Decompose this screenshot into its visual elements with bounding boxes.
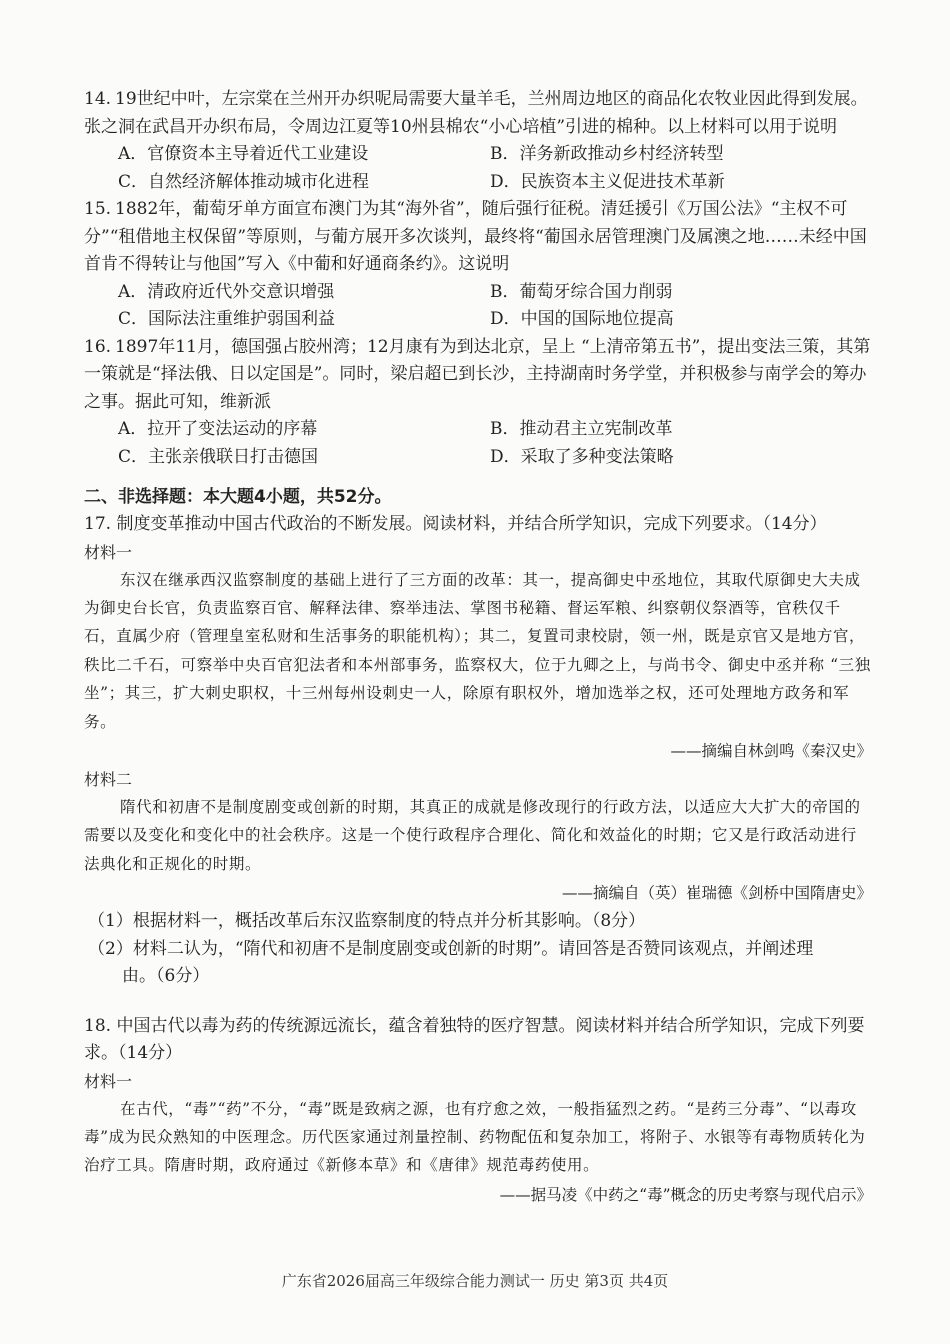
question-18 <box>84 1013 872 1210</box>
option-a: A．拉开了变法运动的序幕 <box>118 419 318 439</box>
material-label: 材料二 <box>84 769 133 789</box>
question-number: 14. <box>84 89 112 109</box>
material-label: 材料一 <box>84 1071 133 1091</box>
material-source: ——摘编自（英）崔瑞德《剑桥中国隋唐史》 <box>561 884 872 903</box>
option-d: D．中国的国际地位提高 <box>490 309 674 329</box>
question-stem: 1897年11月，德国强占胶州湾；12月康有为到达北京，呈上 “上清帝第五书”，提出变法三策，其第一策就是“择法俄、日以定国是”。同时，梁启超已到长沙，主持湖南时务学堂，并积极参与南学会的筹办之事。据此可知，维新派 <box>84 336 871 412</box>
question-number: 16. <box>84 336 112 357</box>
question-stem: 19世纪中叶，左宗棠在兰州开办织呢局需要大量羊毛，兰州周边地区的商品化农牧业因此得到发展。张之洞在武昌开办织布局，令周边江夏等10州县棉农“小心培植”引进的棉种。以上材料可以用于说明 <box>84 89 868 137</box>
question-stem: 17. 制度变革推动中国古代政治的不断发展。阅读材料，并结合所学知识，完成下列要求。（14分） <box>84 514 827 534</box>
options <box>84 279 872 334</box>
question-stem: 18. 中国古代以毒为药的传统源远流长，蕴含着独特的医疗智慧。阅读材料并结合所学知识，完成下列要求。（14分） <box>84 1015 865 1064</box>
material-source: ——摘编自林剑鸣《秦汉史》 <box>670 741 872 760</box>
option-a: A．官僚资本主导着近代工业建设 <box>118 144 369 164</box>
sub-question-text-cont: 由。（6分） <box>122 966 210 987</box>
option-a: A．清政府近代外交意识增强 <box>118 281 335 302</box>
material-text: 东汉在继承西汉监察制度的基础上进行了三方面的改革：其一，提高御史中丞地位，其取代原御史大夫成为御史台长官，负责监察百官、解释法律、察举违法、掌图书秘籍、督运军粮、纠察朝仪祭酒等，官秩仅千石，直属少府（管理皇室私财和生活事务的职能机构）；其二，复置司隶校尉，领一州，既是京官又是地方官，秩比二千石，可察举中央百官犯法者和本州部事务，监察权大，位于九卿之上，与尚书令、御史中丞并称 “三独坐”；其三，扩大刺史职权，十三州每州设刺史一人，除原有职权外，增加选举之权，还可处理地方政务和军务。 <box>84 570 871 731</box>
option-b: B．葡萄牙综合国力削弱 <box>490 281 673 302</box>
option-d: D．民族资本主义促进技术革新 <box>490 171 725 192</box>
material-text: 在古代，“毒”“药”不分，“毒”既是致病之源，也有疗愈之效，一般指猛烈之药。“是药三分毒”、“以毒攻毒”成为民众熟知的中医理念。历代医家通过剂量控制、药物配伍和复杂加工，将附子、水银等有毒物质转化为治疗工具。隋唐时期，政府通过《新修本草》和《唐律》规范毒药使用。 <box>84 1099 866 1175</box>
question-17 <box>84 511 872 991</box>
option-b: B．推动君主立宪制改革 <box>490 419 673 439</box>
option-c: C．主张亲俄联日打击德国 <box>118 446 319 467</box>
material-source: ——据马凌《中药之“毒”概念的历史考察与现代启示》 <box>499 1185 872 1204</box>
option-c: C．国际法注重维护弱国利益 <box>118 309 336 329</box>
page-footer: 广东省2026届高三年级综合能力测试一 历史 第3页 共4页 <box>281 1272 669 1290</box>
option-b: B．洋务新政推动乡村经济转型 <box>490 144 724 164</box>
sub-question-2 <box>84 936 872 991</box>
material-text: 隋代和初唐不是制度剧变或创新的时期，其真正的成就是修改现行的行政方法，以适应大大扩大的帝国的需要以及变化和变化中的社会秩序。这是一个使行政程序合理化、简化和效益化的时期；它又是行政活动进行法典化和正规化的时期。 <box>84 797 861 873</box>
options <box>84 416 872 471</box>
sub-question-text: （2）材料二认为，“隋代和初唐不是制度剧变或创新的时期”。请回答是否赞同该观点，并阐述理 <box>88 938 814 959</box>
section-heading: 二、非选择题：本大题4小题，共52分。 <box>84 487 392 507</box>
sub-question-1: （1）根据材料一，概括改革后东汉监察制度的特点并分析其影响。（8分） <box>88 911 646 932</box>
question-number: 15. <box>84 199 112 219</box>
question-16 <box>84 334 872 472</box>
options <box>84 141 872 196</box>
question-stem: 1882年，葡萄牙单方面宣布澳门为其“海外省”，随后强行征税。清廷援引《万国公法》“主权不可分”“租借地主权保留”等原则，与葡方展开多次谈判，最终将“葡国永居管理澳门及属澳之地……未经中国首肯不得转让与他国”写入《中葡和好通商条约》。这说明 <box>84 199 867 274</box>
question-15 <box>84 196 872 334</box>
option-c: C．自然经济解体推动城市化进程 <box>118 171 370 192</box>
question-14 <box>84 86 872 196</box>
option-d: D．采取了多种变法策略 <box>490 446 674 467</box>
material-label: 材料一 <box>84 542 133 562</box>
